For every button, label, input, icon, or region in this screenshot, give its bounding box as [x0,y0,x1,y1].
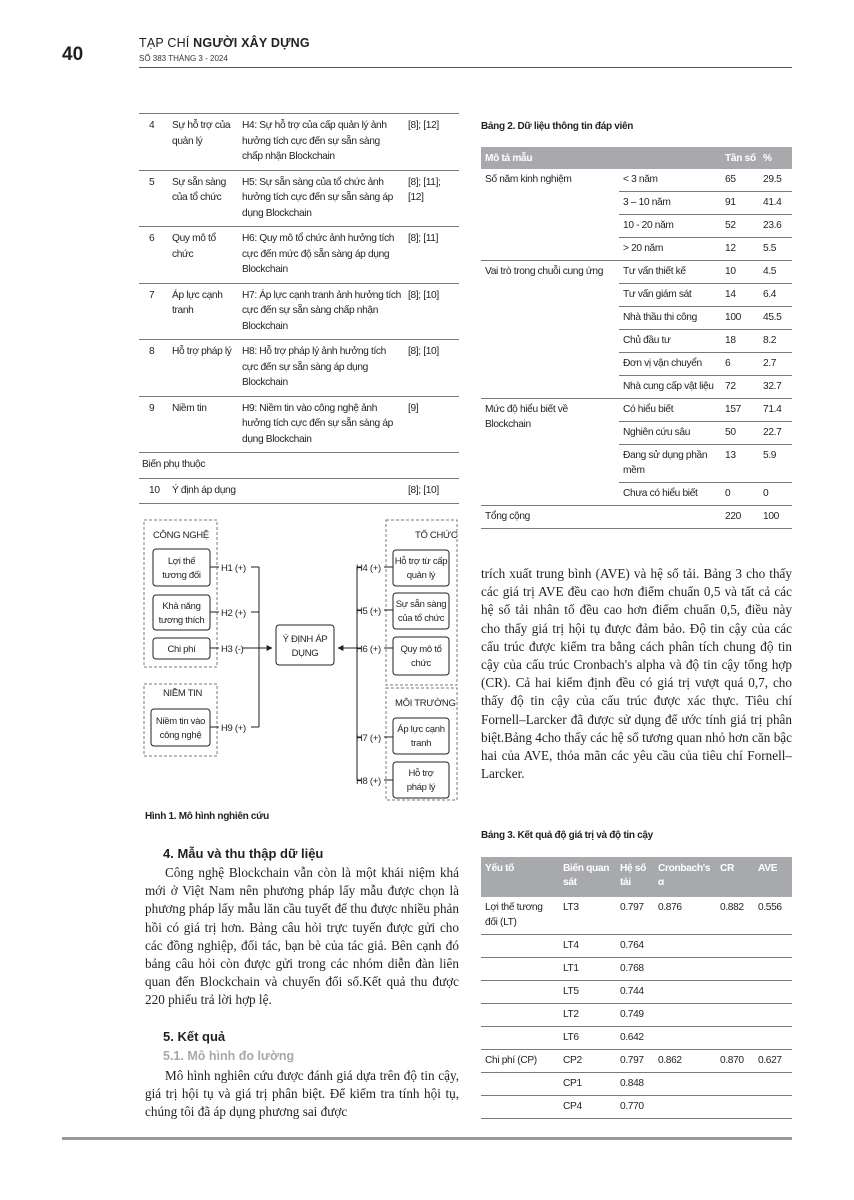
table-cell: Ý định áp dụng [169,478,239,504]
box-text: tương đối [162,570,201,581]
table-row [481,399,792,422]
table-caption: Bảng 3. Kết quả độ giá trị và độ tin cậy [481,830,653,841]
group-cell: Số năm kinh nghiệm [481,169,619,261]
table-cell [481,981,559,1004]
table-cell: 6.4 [759,284,792,307]
table-cell: H5: Sự sẵn sàng của tổ chức ảnh hưởng tích cực đến sự sẵn sàng áp dụng Blockchain [239,170,405,227]
table-cell [716,1073,754,1096]
table-cell: H7: Áp lực cạnh tranh ảnh hưởng tích cực đến sự sẵn sàng chấp nhận Blockchain [239,283,405,340]
table-cell: 0.848 [616,1073,654,1096]
dependent-label: Biến phụ thuộc [139,453,459,479]
table-row [139,340,459,397]
table-cell [654,1096,716,1119]
table-cell [654,1004,716,1027]
table-cell: H9: Niềm tin vào công nghệ ảnh hưởng tích cực đến sự sẵn sàng áp dụng Blockchain [239,396,405,453]
column-header: Tần số [721,147,759,169]
table-cell: H4: Sự hỗ trợ của cấp quản lý ảnh hưởng tích cực đến sự sẵn sàng chấp nhận Blockchain [239,114,405,171]
table-cell: 12 [721,238,759,261]
table-cell: 0.870 [716,1050,754,1073]
table-cell: < 3 năm [619,169,721,192]
table-cell: 6 [139,227,169,284]
table-cell: LT6 [559,1027,616,1050]
table-cell [716,958,754,981]
table-cell: Sự hỗ trợ của quản lý [169,114,239,171]
body-text: trích xuất trung bình (AVE) và hệ số tải. Bảng 3 cho thấy các giá trị AVE đều cao hơn điểm chuẩn 0,5 và tất cả các hệ số tải nhân tố đều cao hơn điểm chuẩn 0,5, điều này cho thấy giá trị hội tụ được đảm bảo. Độ tin cậy của các cấu trúc được kiểm tra bằng cách phân tích chung độ tin cậy của cấu trúc Cronbach's alpha và độ tin cậy tổng hợp (CR). Cả hai kiểm định đều có giá trị vượt quá 0,7, cho thấy độ tin cậy của cấu trúc được xác thực. Tiêu chí Fornell–Larcker đã được sử dụng để ước tính giá trị phân biệt.Bảng 4cho thấy các hệ số tương quan nhỏ hơn căn bậc hai của AVE, thỏa mãn các yêu cầu của tiêu chí Fornell–Larcker. [481,566,792,782]
box-text: Chi phí [167,644,196,655]
issue-label: SỐ 383 THÁNG 3 - 2024 [139,54,228,63]
table-total-row [481,506,792,529]
footer-rule [62,1137,792,1140]
table-cell [481,1004,559,1027]
table-cell: 0.642 [616,1027,654,1050]
hypothesis-table [139,113,459,504]
box-text: Niềm tin vào [155,716,206,727]
table-cell: 0 [759,483,792,506]
table-cell: 3 – 10 năm [619,192,721,215]
research-model-diagram [139,515,465,805]
group-cell: Mức độ hiểu biết về Blockchain [481,399,619,506]
table-cell: 10 [139,478,169,504]
table-cell: 220 [721,506,759,529]
table-cell: 100 [721,307,759,330]
table-cell: 0.770 [616,1096,654,1119]
table-cell: > 20 năm [619,238,721,261]
table-cell: [9] [405,396,459,453]
table-cell: 157 [721,399,759,422]
box-adoption-intention [276,625,334,665]
table-cell: Nghiên cứu sâu [619,422,721,445]
respondent-table [481,147,792,529]
table-cell [654,935,716,958]
table-cell: 7 [139,283,169,340]
table-section-row [139,453,459,479]
table-cell: 52 [721,215,759,238]
table-cell: 5 [139,170,169,227]
table-row [481,958,792,981]
table-row [139,478,459,504]
table-cell: Nhà thầu thi công [619,307,721,330]
table-cell: 8.2 [759,330,792,353]
table-cell: 9 [139,396,169,453]
reliability-table [481,857,792,1119]
table-cell [754,935,792,958]
table-caption: Bảng 2. Dữ liệu thông tin đáp viên [481,121,634,132]
table-cell [716,981,754,1004]
table-row [481,935,792,958]
table-cell: [8]; [10] [405,283,459,340]
table-cell: 91 [721,192,759,215]
hypothesis-label: H8 (+) [356,776,381,787]
table-cell: 8 [139,340,169,397]
table-cell: H8: Hỗ trợ pháp lý ảnh hưởng tích cực đến sự sẵn sàng áp dụng Blockchain [239,340,405,397]
table-cell [481,958,559,981]
box-text: DỤNG [291,648,319,659]
paragraph: Công nghệ Blockchain vẫn còn là một khái niệm khá mới ở Việt Nam nên phương pháp lấy mẫu được chọn là phương pháp lấy mẫu lăn cầu tuyết để thu được nhiều phản hồi có giá trị hơn. Bảng câu hỏi trực tuyến được gửi cho các đồng nghiệp, đối tác, bạn bè của tác giả. Bên cạnh đó bảng câu hỏi còn được gửi trong các nhóm diễn đàn liên quan đến Blockchain và chuyển đổi số.Kết quả thu được 220 phiếu trả lời hợp lệ. [145,865,459,1008]
table-cell [481,1027,559,1050]
hypothesis-label: H9 (+) [221,723,246,734]
table-cell: CP4 [559,1096,616,1119]
group-environment-label: MÔI TRƯỜNG [395,698,456,709]
table-cell: 50 [721,422,759,445]
box-text: pháp lý [406,782,436,793]
column-header: Biến quan sát [559,857,616,897]
paragraph: Mô hình nghiên cứu được đánh giá dựa trên độ tin cậy, giá trị hội tụ và giá trị phân biệt. Để kiểm tra tính hội tụ, chúng tôi đã áp dụng phương sai được [145,1068,459,1120]
table-cell: 72 [721,376,759,399]
table-cell: LT1 [559,958,616,981]
table-cell [754,1004,792,1027]
column-header: Cronbach's α [654,857,716,897]
table-cell [754,1027,792,1050]
table-row [481,261,792,284]
table-row [481,1050,792,1073]
hypothesis-label: H3 (-) [221,644,244,655]
column-header: Mô tả mẫu [481,147,721,169]
box-text: Hỗ trợ từ cấp [394,556,448,567]
hypothesis-label: H5 (+) [356,606,381,617]
column-header: % [759,147,792,169]
table-cell: 0 [721,483,759,506]
box-text: của tổ chức [397,613,445,624]
box-organization-size [393,637,449,675]
table-cell: 0.876 [654,897,716,935]
box-text: Khả năng [162,601,201,612]
body-text [145,1067,459,1122]
section-heading: 4. Mẫu và thu thập dữ liệu [163,846,324,861]
table-cell: LT4 [559,935,616,958]
hypothesis-label: H6 (+) [356,644,381,655]
table-cell [239,478,405,504]
table-cell [716,1004,754,1027]
table-row [481,1027,792,1050]
table-cell: CP1 [559,1073,616,1096]
box-text: Ý ĐỊNH ÁP [282,634,328,645]
table-row [481,169,792,192]
table-cell [754,981,792,1004]
table-cell: Chủ đầu tư [619,330,721,353]
table-cell: [8]; [10] [405,340,459,397]
table-cell [481,1096,559,1119]
table-cell: 23.6 [759,215,792,238]
table-cell: [8]; [11] [405,227,459,284]
table-cell: 0.556 [754,897,792,935]
table-cell [654,1027,716,1050]
table-row [481,1096,792,1119]
table-cell: 10 [721,261,759,284]
table-cell [481,935,559,958]
table-header-row [481,857,792,897]
column-header: Yếu tố [481,857,559,897]
table-cell: 65 [721,169,759,192]
table-cell [481,1073,559,1096]
table-cell: Đơn vị vận chuyển [619,353,721,376]
page-number: 40 [62,44,84,65]
hypothesis-label: H1 (+) [221,563,246,574]
body-text [145,864,459,1010]
table-cell: [8]; [12] [405,114,459,171]
table-header-row [481,147,792,169]
table-cell: Chưa có hiểu biết [619,483,721,506]
box-text: tranh [410,738,432,749]
table-cell: Hỗ trợ pháp lý [169,340,239,397]
box-text: Hỗ trợ [408,768,434,779]
table-cell: 14 [721,284,759,307]
hypothesis-label: H2 (+) [221,608,246,619]
table-cell: Tư vấn giám sát [619,284,721,307]
table-cell [654,958,716,981]
table-cell: [8]; [11]; [12] [405,170,459,227]
table-cell: 0.764 [616,935,654,958]
table-row [139,283,459,340]
box-text: quản lý [406,570,436,581]
table-cell: Chi phí (CP) [481,1050,559,1073]
table-row [481,1004,792,1027]
table-cell: 0.768 [616,958,654,981]
table-cell [716,1096,754,1119]
hypothesis-label: H4 (+) [356,563,381,574]
table-cell: 0.797 [616,897,654,935]
magazine-title [139,36,310,50]
group-cell: Vai trò trong chuỗi cung ứng [481,261,619,399]
table-cell: 4 [139,114,169,171]
table-cell [654,981,716,1004]
table-cell: 100 [759,506,792,529]
table-cell: 0.882 [716,897,754,935]
section-heading: 5. Kết quả [163,1029,226,1044]
table-row [139,114,459,171]
magazine-prefix: TẠP CHÍ [139,36,194,50]
table-row [139,227,459,284]
subsection-heading: 5.1. Mô hình đo lường [163,1049,295,1063]
table-cell: Sự sẵn sàng của tổ chức [169,170,239,227]
box-text: chức [411,658,431,669]
table-cell: 29.5 [759,169,792,192]
table-cell: 0.627 [754,1050,792,1073]
group-organization-label: TỔ CHỨC [415,530,458,541]
table-cell: Đang sử dụng phần mềm [619,445,721,483]
table-cell [654,1073,716,1096]
table-cell: Tư vấn thiết kế [619,261,721,284]
table-cell: LT3 [559,897,616,935]
table-cell: 18 [721,330,759,353]
table-cell: Lợi thế tương đối (LT) [481,897,559,935]
table-cell [716,935,754,958]
box-text: Lợi thế [167,556,196,567]
table-cell: 0.797 [616,1050,654,1073]
table-cell: Niềm tin [169,396,239,453]
column-header: CR [716,857,754,897]
table-cell: 4.5 [759,261,792,284]
figure-caption: Hình 1. Mô hình nghiên cứu [145,811,269,822]
table-cell: 71.4 [759,399,792,422]
table-cell: 13 [721,445,759,483]
table-cell [716,1027,754,1050]
table-row [481,897,792,935]
table-row [139,396,459,453]
table-cell: 0.862 [654,1050,716,1073]
table-cell: Nhà cung cấp vật liệu [619,376,721,399]
hypothesis-label: H7 (+) [356,733,381,744]
table-cell: 6 [721,353,759,376]
box-text: Quy mô tổ [400,644,442,655]
table-cell: 45.5 [759,307,792,330]
column-header: AVE [754,857,792,897]
box-text: Áp lực cạnh [397,724,445,735]
group-trust-label: NIỀM TIN [163,688,203,699]
table-cell: 2.7 [759,353,792,376]
table-cell: [8]; [10] [405,478,459,504]
box-text: Sự sẵn sàng [395,599,447,610]
table-cell: 0.749 [616,1004,654,1027]
table-cell: 5.9 [759,445,792,483]
box-text: công nghệ [159,730,202,741]
table-cell [754,1073,792,1096]
table-cell: 41.4 [759,192,792,215]
column-header: Hệ số tải [616,857,654,897]
table-cell: 0.744 [616,981,654,1004]
group-technology-label: CÔNG NGHỆ [153,530,209,541]
box-text: tương thích [158,615,205,626]
table-cell: H6: Quy mô tổ chức ảnh hưởng tích cực đến mức độ sẵn sàng áp dụng Blockchain [239,227,405,284]
table-cell: Có hiểu biết [619,399,721,422]
table-cell: 10 - 20 năm [619,215,721,238]
table-row [481,1073,792,1096]
table-cell: 22.7 [759,422,792,445]
table-cell: LT2 [559,1004,616,1027]
magazine-name: NGƯỜI XÂY DỰNG [193,36,310,50]
table-cell: Tổng cộng [481,506,721,529]
table-row [139,170,459,227]
table-cell: LT5 [559,981,616,1004]
table-cell: 5.5 [759,238,792,261]
table-cell: Áp lực cạnh tranh [169,283,239,340]
table-cell: Quy mô tổ chức [169,227,239,284]
header-rule [139,67,792,68]
table-cell [754,958,792,981]
table-row [481,981,792,1004]
table-cell: 32.7 [759,376,792,399]
table-cell: CP2 [559,1050,616,1073]
table-cell [754,1096,792,1119]
